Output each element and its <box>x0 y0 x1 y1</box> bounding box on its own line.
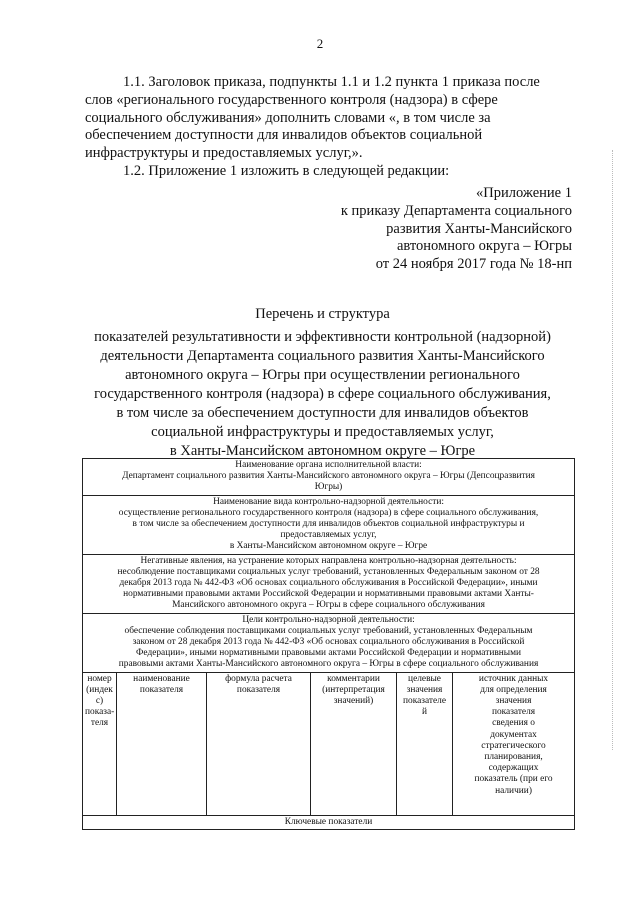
column-header-target-values <box>397 672 453 815</box>
activity-cell <box>83 495 575 554</box>
column-header-comments <box>311 672 397 815</box>
paragraph-line: 1.1. Заголовок приказа, подпункты 1.1 и 1.2 пункта 1 приказа после <box>123 74 540 90</box>
annex-header <box>272 185 572 274</box>
cell-line: Югры) <box>314 482 343 493</box>
cell-line: декабря 2013 года № 442-ФЗ «Об основах социального обслуживания в Российской Федерации», иными <box>119 578 538 589</box>
cell-line: номер <box>87 673 112 684</box>
cell-line: показателя <box>236 684 281 695</box>
column-header-data-source <box>453 672 575 815</box>
cell-line: показа- <box>85 707 115 718</box>
cell-line: значения <box>406 684 443 695</box>
cell-line: значения <box>495 696 532 707</box>
cell-line: комментарии <box>327 673 380 684</box>
title-line: в Ханты-Мансийском автономном округе – Югре <box>169 443 476 459</box>
cell-line: источник данных <box>478 673 549 684</box>
negative-cell <box>83 554 575 613</box>
cell-line: наименование <box>133 673 190 684</box>
cell-line: обеспечение соблюдения поставщиками социальных услуг требований, установленных Федеральным <box>124 625 533 636</box>
cell-line: Негативные явления, на устранение которых направлена контрольно-надзорная деятельность: <box>140 555 517 566</box>
scan-edge-marks <box>612 150 615 750</box>
cell-line: значений) <box>333 696 374 707</box>
cell-line: содержащих <box>488 763 539 774</box>
annex-line: от 24 ноября 2017 года № 18-нп <box>375 256 572 273</box>
column-header-row <box>83 672 575 815</box>
cell-line: Наименование вида контрольно-надзорной деятельности: <box>213 496 444 507</box>
cell-line: Федерации», иными нормативными правовыми актами Российской Федерации и нормативными <box>136 648 522 659</box>
column-header-formula <box>207 672 311 815</box>
title-line: в том числе за обеспечением доступности для инвалидов объектов <box>116 405 529 421</box>
title-line: государственного контроля (надзора) в сфере социального обслуживания, <box>94 386 551 402</box>
cell-line: й <box>421 707 428 718</box>
paragraph-1-2: 1.2. Приложение 1 изложить в следующей редакции: <box>123 163 450 179</box>
key-indicators-cell: Ключевые показатели <box>83 815 575 829</box>
document-title <box>60 305 585 461</box>
paragraph-1-1 <box>85 74 570 163</box>
cell-line: в Ханты-Мансийском автономном округе – Югре <box>229 541 428 552</box>
cell-line: целевые <box>408 673 441 684</box>
cell-line: документах <box>490 729 537 740</box>
annex-line: «Приложение 1 <box>476 185 572 201</box>
cell-line: показателя <box>491 707 536 718</box>
cell-line: Департамент социального развития Ханты-Мансийского автономного округа – Югры (Депсоцразвития <box>122 471 535 482</box>
cell-line: несоблюдение поставщиками социальных услуг требований, установленных Федеральным законом от 28 <box>117 566 540 577</box>
title-line: показателей результативности и эффективности контрольной (надзорной) <box>94 329 551 345</box>
paragraph-line: социального обслуживания» дополнить словами «, в том числе за <box>85 109 491 126</box>
cell-line: в том числе за обеспечением доступности для инвалидов объектов социальной инфраструктуры и <box>132 519 525 530</box>
cell-line: правовыми актами Ханты-Мансийского автономного округа – Югры в сфере социального обслуживания <box>118 659 539 670</box>
title-line: социальной инфраструктуры и предоставляемых услуг, <box>151 424 494 440</box>
annex-line: автономного округа – Югры <box>396 238 572 255</box>
annex-line: развития Ханты-Мансийского <box>386 220 572 237</box>
cell-line: планирования, <box>484 752 543 763</box>
cell-line: осуществление регионального государственного контроля (надзора) в сфере социального обслуживания, <box>118 507 539 518</box>
paragraph-line: инфраструктуры и предоставляемых услуг,». <box>85 145 363 162</box>
negative-row <box>83 554 575 613</box>
title-line: Перечень и структура <box>255 306 390 322</box>
cell-line: Мансийского автономного округа – Югры в сфере социального обслуживания <box>172 600 485 611</box>
goals-row <box>83 613 575 672</box>
annex-line: к приказу Департамента социального <box>340 202 572 219</box>
cell-line: с) <box>95 696 104 707</box>
key-indicators-row <box>83 815 575 829</box>
indicators-table <box>82 458 575 830</box>
cell-line: (индек <box>86 684 113 695</box>
authority-row <box>83 459 575 496</box>
column-header-name <box>117 672 207 815</box>
cell-line: Наименование органа исполнительной власти: <box>235 460 422 470</box>
cell-line: для определения <box>480 684 547 695</box>
cell-line: законом от 28 декабря 2013 года № 442-ФЗ «Об основах социального обслуживания в Российской <box>132 637 525 648</box>
cell-line: (интерпретация <box>322 684 385 695</box>
cell-line: стратегического <box>481 740 546 751</box>
activity-row <box>83 495 575 554</box>
cell-line: показателе <box>403 696 446 707</box>
cell-line: нормативными правовыми актами Российской Федерации и нормативными правовыми актами Ханты- <box>123 589 534 600</box>
cell-line: сведения о <box>492 718 535 729</box>
paragraph-line: обеспечением доступности для инвалидов объектов социальной <box>85 127 483 144</box>
goals-cell <box>83 613 575 672</box>
page-number: 2 <box>316 36 324 51</box>
title-line: деятельности Департамента социального развития Ханты-Мансийского <box>100 348 545 364</box>
cell-line: формула расчета <box>225 673 292 684</box>
authority-cell <box>83 459 575 496</box>
cell-line: показателя <box>139 684 184 695</box>
column-header-number <box>83 672 117 815</box>
title-line: автономного округа – Югры при осуществлении регионального <box>125 367 520 383</box>
cell-line: теля <box>90 718 109 729</box>
paragraph-line: слов «регионального государственного контроля (надзора) в сфере <box>85 91 498 108</box>
cell-line: показатель (при его <box>474 774 553 785</box>
cell-line: наличии) <box>495 785 532 796</box>
cell-line: предоставляемых услуг, <box>280 530 377 541</box>
cell-line: Цели контрольно-надзорной деятельности: <box>242 614 415 625</box>
